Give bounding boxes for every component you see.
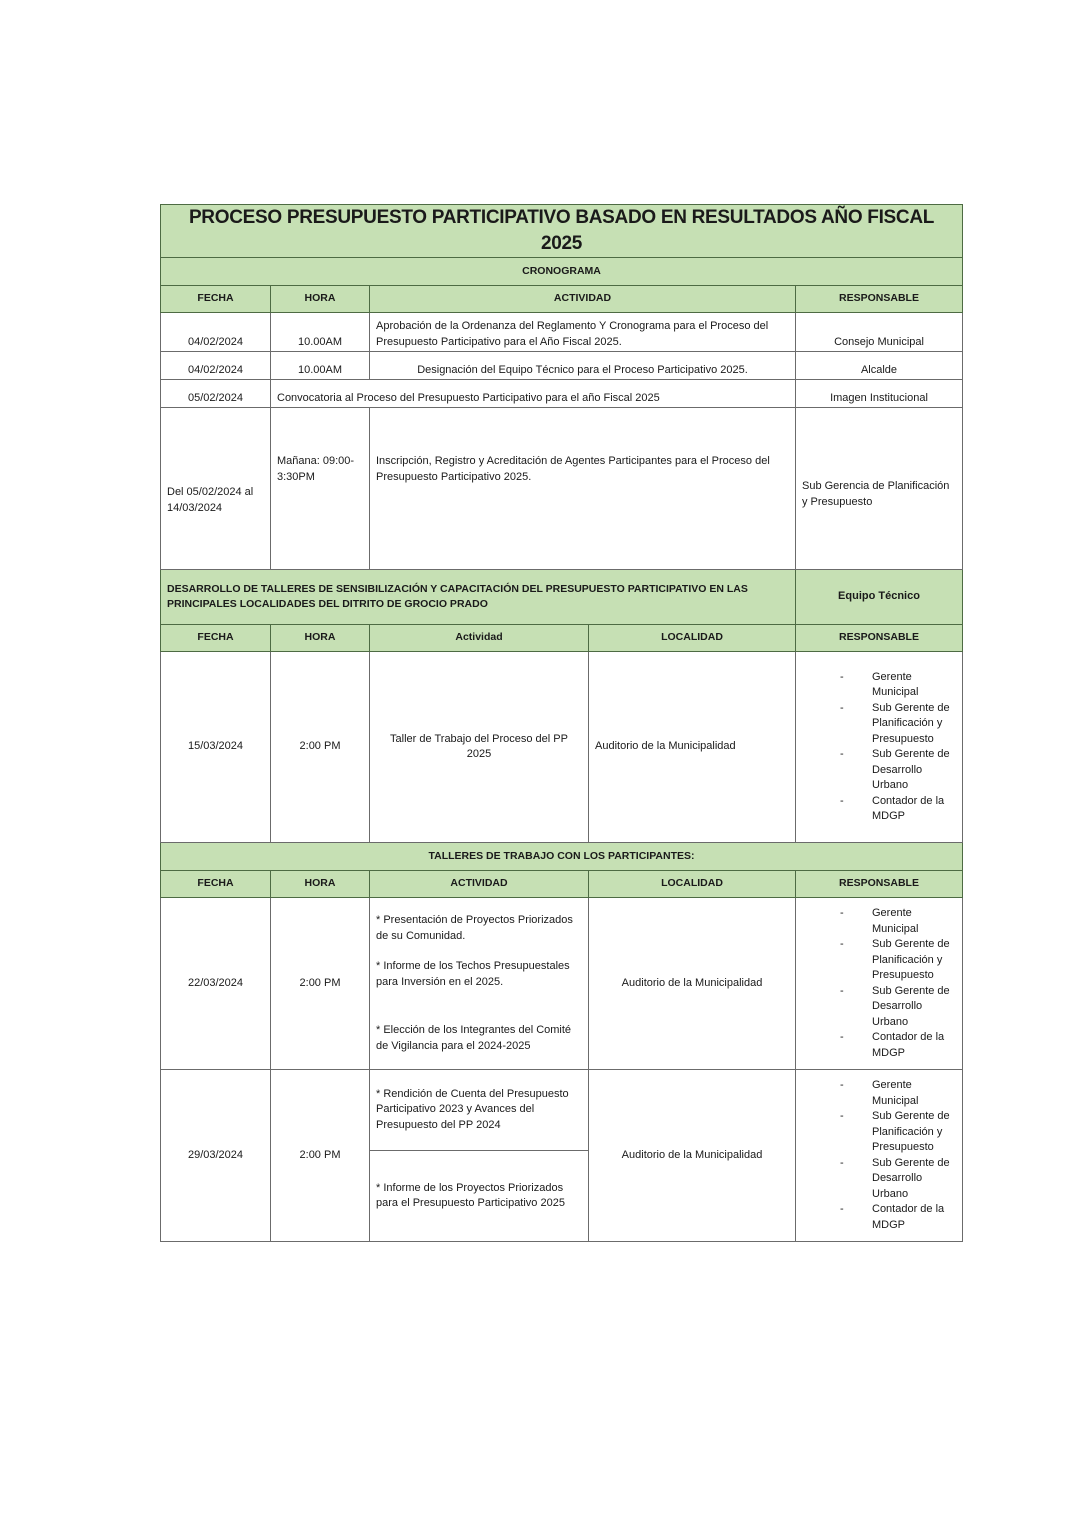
document-title: PROCESO PRESUPUESTO PARTICIPATIVO BASADO EN RESULTADOS AÑO FISCAL 2025 — [161, 205, 963, 258]
responsable-item: - Sub Gerente de Desarrollo Urbano — [812, 1156, 956, 1203]
cell-actividad: Designación del Equipo Técnico para el Proceso Participativo 2025. — [370, 352, 796, 380]
col-header-fecha: FECHA — [161, 871, 271, 898]
col-header-responsable: RESPONSABLE — [796, 871, 963, 898]
actividad-item: * Informe de los Techos Presupuestales para Inversión en el 2025. — [376, 960, 570, 988]
cell-fecha: 22/03/2024 — [161, 898, 271, 1070]
responsable-item: - Contador de la MDGP — [812, 1202, 956, 1233]
cell-responsable — [796, 1070, 963, 1242]
actividad-item: * Presentación de Proyectos Priorizados de su Comunidad. — [376, 914, 573, 942]
cell-actividad: Inscripción, Registro y Acreditación de Agentes Participantes para el Proceso del Presupuesto Participativo 2025. — [370, 408, 796, 570]
table-row — [161, 380, 963, 408]
cell-responsable — [796, 652, 963, 843]
section-responsable: Equipo Técnico — [796, 570, 963, 625]
cell-actividad: * Informe de los Proyectos Priorizados para el Presupuesto Participativo 2025 — [370, 1151, 589, 1242]
responsable-list — [802, 670, 956, 825]
col-header-fecha: FECHA — [161, 286, 271, 313]
col-header-actividad: ACTIVIDAD — [370, 871, 589, 898]
cell-hora: 10.00AM — [271, 313, 370, 352]
cell-responsable: Sub Gerencia de Planificación y Presupuesto — [796, 408, 963, 570]
cell-localidad: Auditorio de la Municipalidad — [589, 652, 796, 843]
cell-hora: 2:00 PM — [271, 898, 370, 1070]
responsable-item: - Sub Gerente de Planificación y Presupuesto — [812, 1109, 956, 1156]
table-row — [161, 313, 963, 352]
cell-responsable — [796, 898, 963, 1070]
cell-hora: Mañana: 09:00-3:30PM — [271, 408, 370, 570]
cell-localidad: Auditorio de la Municipalidad — [589, 898, 796, 1070]
table-row — [161, 352, 963, 380]
section-talleres-sensibilizacion-heading: DESARROLLO DE TALLERES DE SENSIBILIZACIÓN Y CAPACITACIÓN DEL PRESUPUESTO PARTICIPATIVO EN LAS PRINCIPALES LOCALIDADES DEL DITRITO DE GROCIO PRADO — [161, 570, 796, 625]
responsable-item: - Sub Gerente de Planificación y Presupuesto — [812, 937, 956, 984]
responsable-list — [802, 906, 956, 1061]
col-header-hora: HORA — [271, 286, 370, 313]
cell-hora: 2:00 PM — [271, 1070, 370, 1242]
responsable-item: - Sub Gerente de Planificación y Presupuesto — [812, 701, 956, 748]
responsable-item: - Contador de la MDGP — [812, 794, 956, 825]
cell-fecha: 05/02/2024 — [161, 380, 271, 408]
col-header-localidad: LOCALIDAD — [589, 625, 796, 652]
responsable-item: - Gerente Municipal — [812, 906, 956, 937]
responsable-list — [802, 1078, 956, 1233]
col-header-hora: HORA — [271, 871, 370, 898]
cell-localidad: Auditorio de la Municipalidad — [589, 1070, 796, 1242]
col-header-responsable: RESPONSABLE — [796, 625, 963, 652]
col-header-localidad: LOCALIDAD — [589, 871, 796, 898]
responsable-item: - Sub Gerente de Desarrollo Urbano — [812, 747, 956, 794]
table-row — [161, 652, 963, 843]
table-row — [161, 898, 963, 1070]
table-row — [161, 408, 963, 570]
cell-actividad: * Rendición de Cuenta del Presupuesto Participativo 2023 y Avances del Presupuesto del PP 2024 — [370, 1070, 589, 1151]
col-header-hora: HORA — [271, 625, 370, 652]
schedule-document — [160, 204, 962, 1242]
responsable-item: - Gerente Municipal — [812, 1078, 956, 1109]
cell-fecha: 29/03/2024 — [161, 1070, 271, 1242]
col-header-actividad: Actividad — [370, 625, 589, 652]
cell-hora: 10.00AM — [271, 352, 370, 380]
section-talleres-participantes-heading: TALLERES DE TRABAJO CON LOS PARTICIPANTES: — [161, 843, 963, 871]
cell-fecha: 04/02/2024 — [161, 313, 271, 352]
responsable-item: - Sub Gerente de Desarrollo Urbano — [812, 984, 956, 1031]
col-header-responsable: RESPONSABLE — [796, 286, 963, 313]
actividad-item: * Elección de los Integrantes del Comité de Vigilancia para el 2024-2025 — [376, 1024, 572, 1052]
responsable-item: - Contador de la MDGP — [812, 1030, 956, 1061]
cell-actividad: Taller de Trabajo del Proceso del PP 2025 — [370, 652, 589, 843]
cell-fecha: 04/02/2024 — [161, 352, 271, 380]
col-header-actividad: ACTIVIDAD — [370, 286, 796, 313]
cell-actividad — [370, 898, 589, 1070]
cell-hora: 2:00 PM — [271, 652, 370, 843]
cell-fecha: 15/03/2024 — [161, 652, 271, 843]
cell-actividad: Convocatoria al Proceso del Presupuesto Participativo para el año Fiscal 2025 — [271, 380, 796, 408]
cell-fecha: Del 05/02/2024 al 14/03/2024 — [161, 408, 271, 570]
responsable-item: - Gerente Municipal — [812, 670, 956, 701]
section-cronograma-heading: CRONOGRAMA — [161, 258, 963, 286]
table-row — [161, 1070, 963, 1151]
cell-responsable: Consejo Municipal — [796, 313, 963, 352]
cell-responsable: Alcalde — [796, 352, 963, 380]
cell-actividad: Aprobación de la Ordenanza del Reglamento Y Cronograma para el Proceso del Presupuesto Participativo para el Año Fiscal 2025. — [370, 313, 796, 352]
col-header-fecha: FECHA — [161, 625, 271, 652]
schedule-table — [160, 204, 963, 1242]
cell-responsable: Imagen Institucional — [796, 380, 963, 408]
